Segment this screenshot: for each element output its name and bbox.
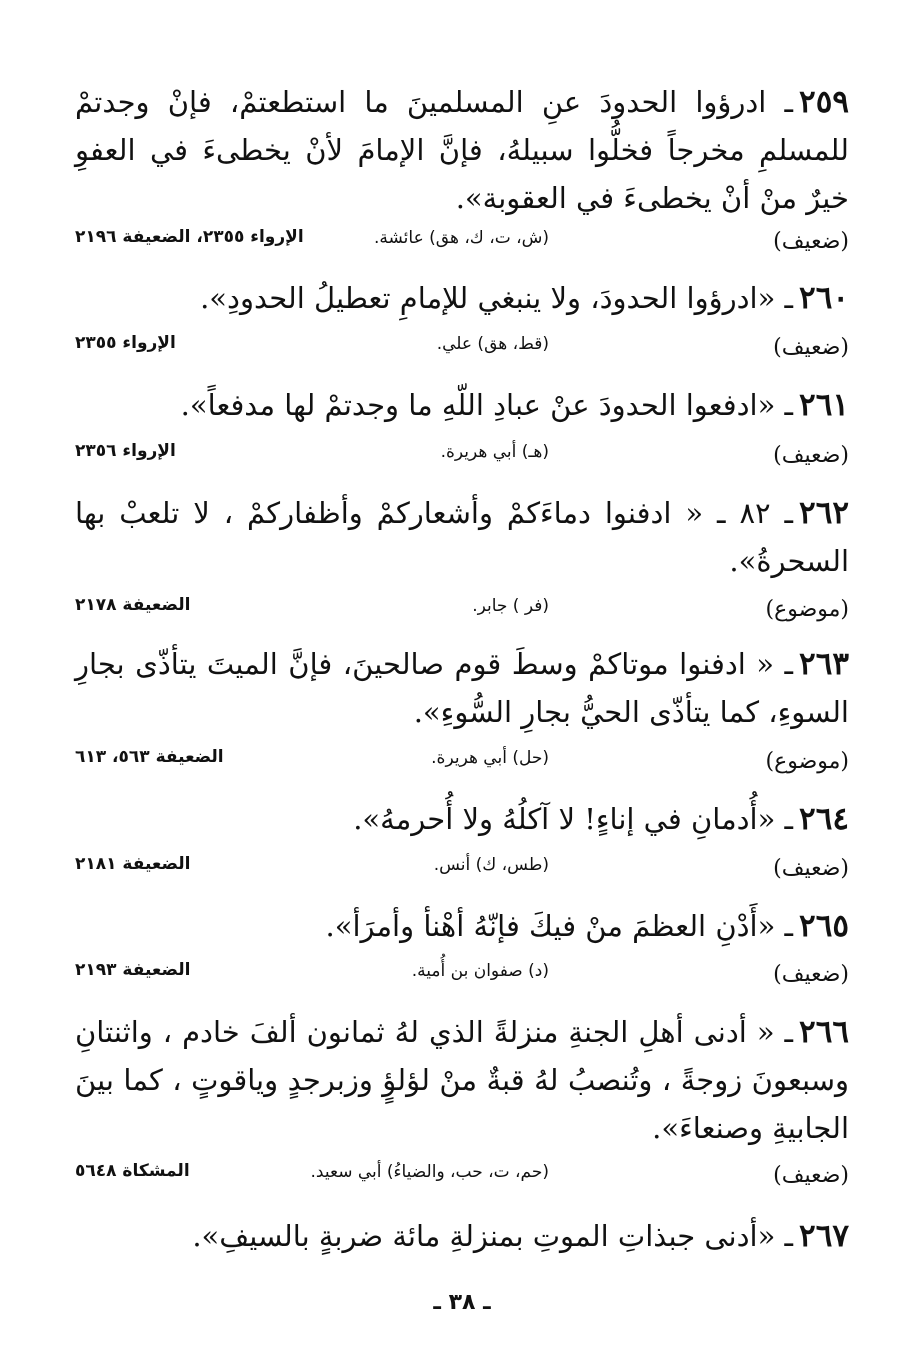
hadith-text: ـ ٨٢ ـ « ادفنوا دماءَكمْ وأشعاركمْ وأظفاركمْ ، لا تلعبْ بها السحرةُ». — [75, 496, 849, 578]
hadith-number: ٢٦٢ — [799, 495, 849, 531]
source-text: (قط، هق) علي. — [436, 334, 549, 354]
hadith-number: ٢٦١ — [799, 387, 849, 423]
citation-text: الضعيفة ٢١٨١ — [75, 854, 191, 874]
grade-label: ( ضعيف ) — [773, 436, 849, 476]
source-text: (ش، ت، ك، هق) عائشة. — [374, 228, 549, 248]
grade-label: ( ضعيف ) — [773, 955, 849, 995]
source-text: (فر ) جابر. — [472, 596, 549, 616]
reference-line — [75, 328, 849, 368]
hadith-number: ٢٦٤ — [799, 801, 849, 837]
grade-label: ( ضعيف ) — [773, 222, 849, 262]
grade-label: ( ضعيف ) — [773, 849, 849, 889]
hadith-text: ـ « ادفنوا موتاكمْ وسطَ قوم صالحينَ، فإنَّ الميتَ يتأذّى بجارِ السوءِ، كما يتأذّى الحيُّ بجارِ السُّوءِ». — [75, 647, 849, 729]
source-text: (حل) أبي هريرة. — [431, 748, 549, 768]
hadith-entry — [75, 274, 849, 322]
reference-line — [75, 742, 849, 782]
hadith-text: ـ « أدنى أهلِ الجنةِ منزلةً الذي لهُ ثمانون ألفَ خادم ، واثنتانِ وسبعونَ زوجةً ، وتُنصبُ لهُ قبةٌ منْ لؤلؤٍ وزبرجدٍ وياقوتٍ ، كما بينَ الجابيةِ وصنعاءَ». — [75, 1015, 849, 1145]
citation-text: الإرواء ٢٣٥٥ — [75, 333, 176, 353]
hadith-entry — [75, 640, 849, 736]
hadith-entry — [75, 1212, 849, 1260]
reference-line — [75, 222, 849, 262]
hadith-number: ٢٦٥ — [799, 908, 849, 944]
citation-text: الضعيفة ٢١٩٣ — [75, 960, 191, 980]
reference-line — [75, 436, 849, 476]
hadith-text: ـ «أَدْنِ العظمَ منْ فيكَ فإنّهُ أهْنأ وأمرَأ». — [325, 909, 794, 943]
grade-label: ( ضعيف ) — [773, 328, 849, 368]
hadith-entry — [75, 489, 849, 585]
hadith-text: ـ «أُدمانِ في إناءٍ! لا آكلُهُ ولا أُحرمهُ». — [353, 802, 794, 836]
grade-label: ( ضعيف ) — [773, 1156, 849, 1196]
reference-line — [75, 849, 849, 889]
grade-label: ( موضوع ) — [765, 590, 849, 630]
citation-text: الضعيفة ٥٦٣، ٦١٣ — [75, 747, 224, 767]
grade-label: ( موضوع ) — [765, 742, 849, 782]
hadith-entry — [75, 795, 849, 843]
source-text: (هـ) أبي هريرة. — [440, 442, 549, 462]
source-text: (طس، ك) أنس. — [433, 855, 549, 875]
citation-text: الإرواء ٢٣٥٥، الضعيفة ٢١٩٦ — [75, 227, 304, 247]
hadith-number: ٢٥٩ — [799, 84, 849, 120]
hadith-text: ـ «أدنى جبذاتِ الموتِ بمنزلةِ مائة ضربةٍ بالسيفِ». — [192, 1219, 794, 1253]
reference-line — [75, 955, 849, 995]
hadith-number: ٢٦٧ — [799, 1218, 849, 1254]
citation-text: الإرواء ٢٣٥٦ — [75, 441, 176, 461]
reference-line — [75, 590, 849, 630]
citation-text: المشكاة ٥٦٤٨ — [75, 1161, 190, 1181]
hadith-entry — [75, 1008, 849, 1152]
citation-text: الضعيفة ٢١٧٨ — [75, 595, 191, 615]
hadith-text: ـ ادرؤوا الحدودَ عنِ المسلمينَ ما استطعتمْ، فإنْ وجدتمْ للمسلمِ مخرجاً فخلُّوا سبيلهُ، فإنَّ الإمامَ لأنْ يخطىءَ في العفوِ خيرٌ منْ أنْ يخطىءَ في العقوبة». — [75, 85, 849, 215]
source-text: (حم، ت، حب، والضياءُ) أبي سعيد. — [310, 1162, 549, 1182]
reference-line — [75, 1156, 849, 1196]
hadith-number: ٢٦٦ — [799, 1014, 849, 1050]
hadith-entry — [75, 381, 849, 429]
hadith-text: ـ «ادفعوا الحدودَ عنْ عبادِ اللّهِ ما وجدتمْ لها مدفعاً». — [180, 388, 794, 422]
hadith-text: ـ «ادرؤوا الحدودَ، ولا ينبغي للإمامِ تعطيلُ الحدودِ». — [200, 281, 794, 315]
hadith-entry — [75, 78, 849, 222]
hadith-number: ٢٦٠ — [799, 280, 849, 316]
hadith-number: ٢٦٣ — [799, 646, 849, 682]
source-text: (د) صفوان بن أُمية. — [411, 961, 549, 981]
page-number: ـ ٣٨ ـ — [433, 1290, 491, 1315]
hadith-entry — [75, 902, 849, 950]
